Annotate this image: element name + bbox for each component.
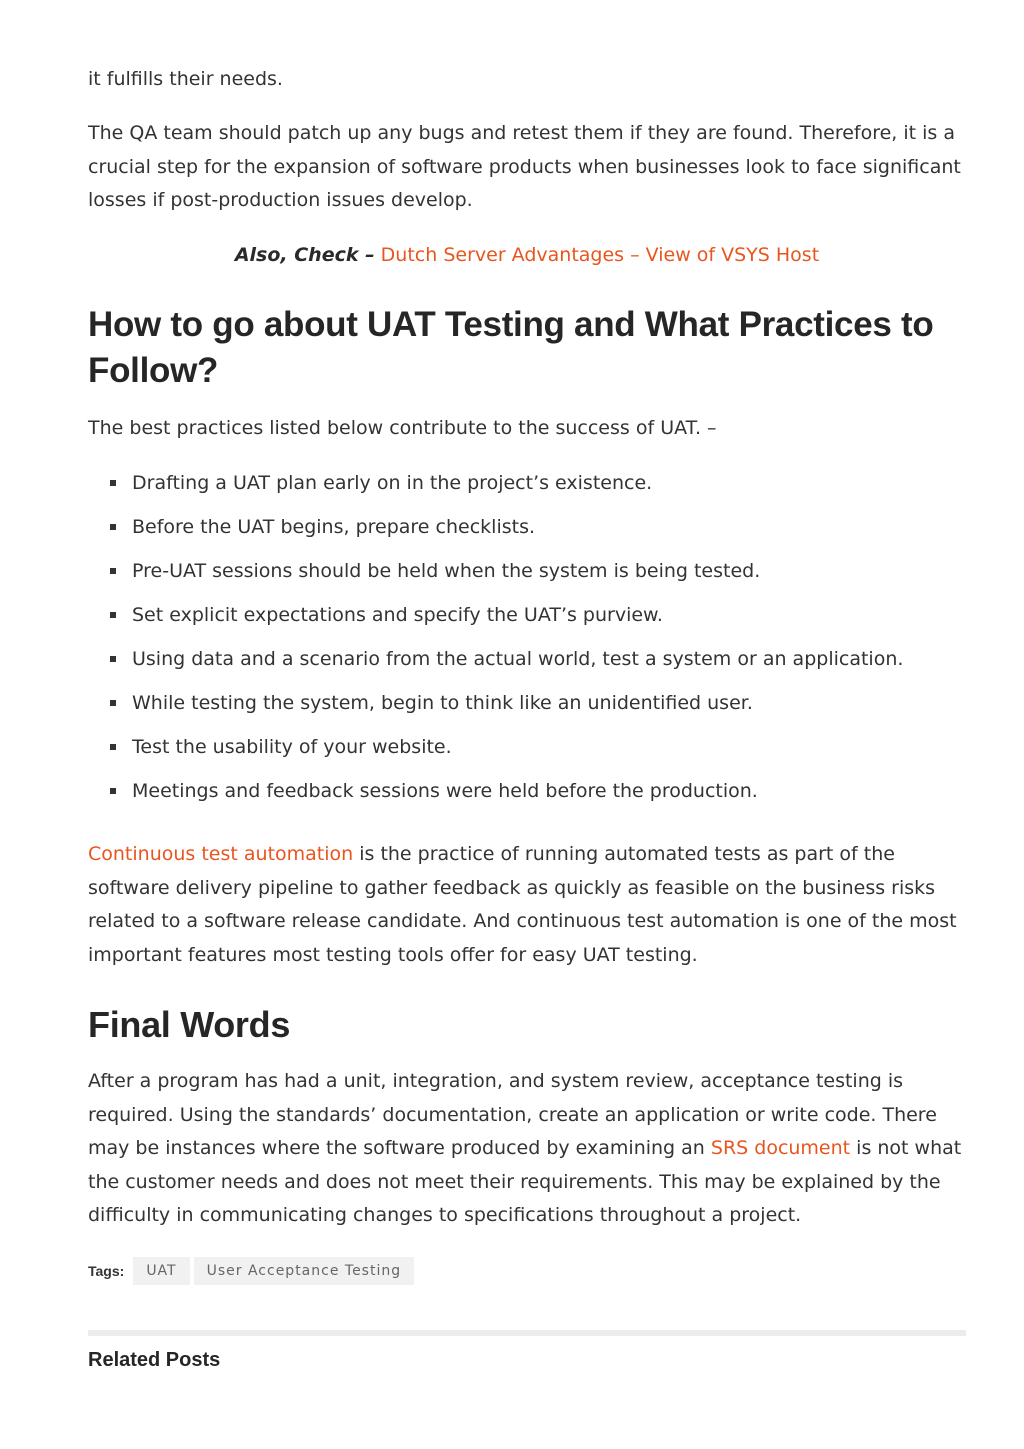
list-item — [88, 730, 966, 774]
bullet-square-icon — [110, 656, 116, 662]
list-item — [88, 642, 966, 686]
bullet-square-icon — [110, 788, 116, 794]
tags-label: Tags: — [88, 1263, 125, 1279]
related-posts-heading: Related Posts — [88, 1349, 221, 1371]
bullet-square-icon — [110, 612, 116, 618]
list-item — [88, 686, 966, 730]
list-item — [88, 554, 966, 598]
tags-row — [88, 1257, 418, 1285]
automation-paragraph-text: is the practice of running automated tests as part of the software delivery pipeline to gather feedback as quickly as feasible on the business risks related to a software release candidate. And continuous test automation is one of the most important features most testing tools offer for easy UAT testing. — [88, 843, 957, 966]
also-check-label: Also, Check – — [234, 244, 375, 266]
list-item — [88, 598, 966, 642]
continuous-test-automation-link[interactable]: Continuous test automation — [88, 843, 354, 865]
list-item-text: While testing the system, begin to think like an unidentified user. — [132, 692, 753, 714]
list-item — [88, 510, 966, 554]
uat-section-heading: How to go about UAT Testing and What Practices to Follow? — [88, 305, 934, 390]
list-item-text: Drafting a UAT plan early on in the project’s existence. — [132, 472, 653, 494]
final-paragraph-text-start: After a program has had a unit, integration, and system review, acceptance testing is required. Using the standards’ documentation, create an application or write code. There may be instances where the software produced by examining an — [88, 1070, 937, 1160]
section-divider — [88, 1330, 966, 1336]
list-item-text: Pre-UAT sessions should be held when the system is being tested. — [132, 560, 761, 582]
also-check — [88, 239, 966, 272]
list-item-text: Before the UAT begins, prepare checklists. — [132, 516, 536, 538]
list-item-text: Using data and a scenario from the actual world, test a system or an application. — [132, 648, 904, 670]
tag-user-acceptance-testing[interactable]: User Acceptance Testing — [194, 1257, 415, 1285]
list-item — [88, 466, 966, 510]
srs-document-link[interactable]: SRS document — [710, 1137, 851, 1160]
tag-uat[interactable]: UAT — [133, 1257, 189, 1285]
final-paragraph — [88, 1065, 966, 1233]
final-paragraph-text-end: is not what the customer needs and does not meet their requirements. This may be explained by the difficulty in communicating changes to specifications throughout a project. — [88, 1137, 962, 1227]
bullet-square-icon — [110, 524, 116, 530]
automation-paragraph — [88, 838, 966, 972]
list-item-text: Test the usability of your website. — [132, 736, 452, 758]
list-item-text: Set explicit expectations and specify the UAT’s purview. — [132, 604, 663, 626]
bullet-square-icon — [110, 568, 116, 574]
list-item-text: Meetings and feedback sessions were held before the production. — [132, 780, 758, 802]
final-words-heading: Final Words — [88, 1004, 291, 1045]
qa-paragraph: The QA team should patch up any bugs and retest them if they are found. Therefore, it is a crucial step for the expansion of software products when businesses look to face significant losses if post-production issues develop. — [88, 122, 961, 212]
bullet-square-icon — [110, 744, 116, 750]
intro-fragment: it fulfills their needs. — [88, 68, 283, 90]
also-check-link[interactable]: Dutch Server Advantages – View of VSYS Host — [380, 244, 820, 266]
uat-intro: The best practices listed below contribute to the success of UAT. – — [88, 417, 717, 439]
practices-list — [88, 466, 966, 818]
bullet-square-icon — [110, 700, 116, 706]
bullet-square-icon — [110, 480, 116, 486]
list-item — [88, 774, 966, 818]
